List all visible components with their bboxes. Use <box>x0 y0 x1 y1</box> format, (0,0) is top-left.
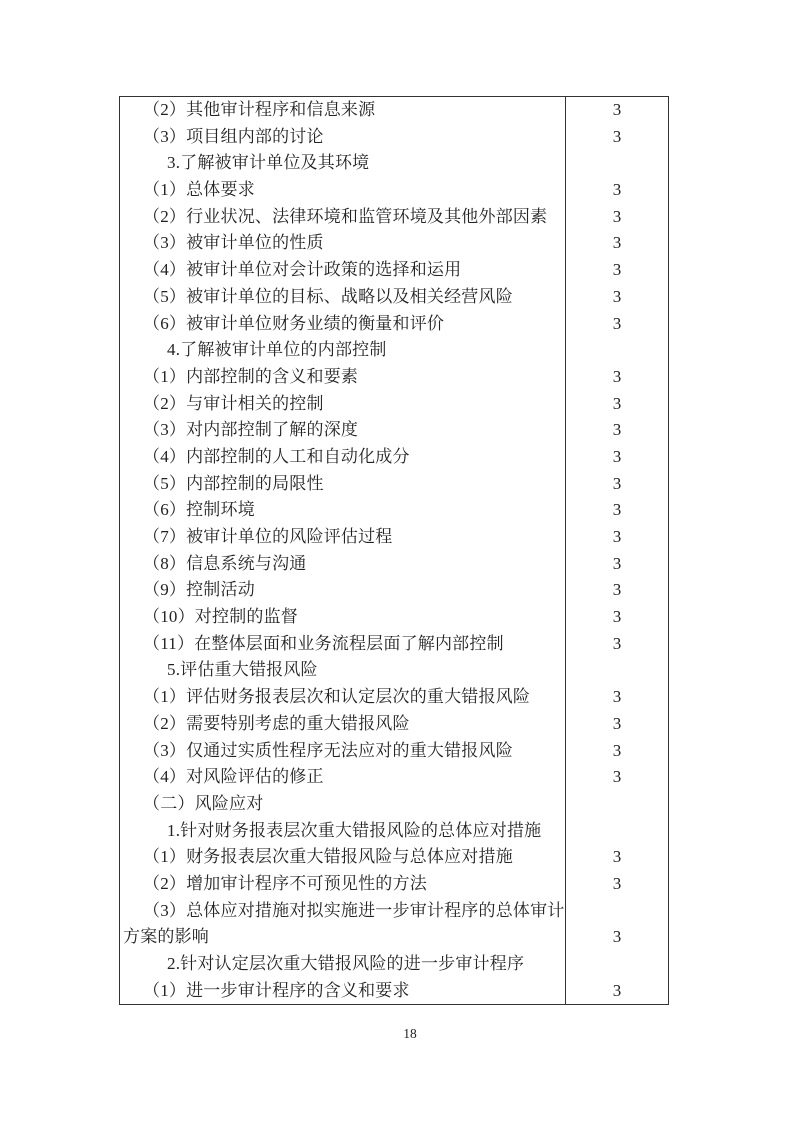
table-row <box>120 951 668 978</box>
topic-cell <box>120 204 565 231</box>
topic-cell <box>120 604 565 631</box>
topic-cell <box>120 791 565 818</box>
topic-text: （3）被审计单位的性质 <box>143 233 324 253</box>
topic-cell <box>120 551 565 578</box>
topic-cell <box>120 150 565 177</box>
score-value: 3 <box>612 420 622 440</box>
topic-cell <box>120 844 565 871</box>
topic-text: 4.了解被审计单位的内部控制 <box>167 340 387 360</box>
score-cell <box>565 524 668 551</box>
topic-cell <box>120 337 565 364</box>
topic-text: 1.针对财务报表层次重大错报风险的总体应对措施 <box>167 820 542 840</box>
table-row <box>120 684 668 711</box>
score-cell <box>565 764 668 791</box>
topic-text: （2）行业状况、法律环境和监管环境及其他外部因素 <box>143 206 548 226</box>
topic-text: （3）仅通过实质性程序无法应对的重大错报风险 <box>143 740 513 760</box>
table-row <box>120 124 668 151</box>
score-cell <box>565 204 668 231</box>
topic-text: （4）对风险评估的修正 <box>143 767 324 787</box>
score-cell <box>565 844 668 871</box>
score-value: 3 <box>612 286 622 306</box>
table-row <box>120 657 668 684</box>
score-cell <box>565 657 668 684</box>
score-cell <box>565 311 668 338</box>
table-row <box>120 444 668 471</box>
topic-text: 方案的影响 <box>123 927 209 947</box>
score-value: 3 <box>612 740 622 760</box>
topic-cell <box>120 284 565 311</box>
topic-text: （2）增加审计程序不可预见性的方法 <box>143 873 427 893</box>
topic-cell <box>120 524 565 551</box>
topic-text: （4）被审计单位对会计政策的选择和运用 <box>143 260 462 280</box>
table-row <box>120 764 668 791</box>
score-value: 3 <box>612 687 622 707</box>
topic-cell <box>120 364 565 391</box>
score-value: 3 <box>612 446 622 466</box>
score-cell <box>565 257 668 284</box>
topic-text: （9）控制活动 <box>143 580 255 600</box>
score-cell <box>565 337 668 364</box>
topic-text: （5）被审计单位的目标、战略以及相关经营风险 <box>143 286 513 306</box>
score-value: 3 <box>612 393 622 413</box>
score-value: 3 <box>612 713 622 733</box>
topic-text: （1）进一步审计程序的含义和要求 <box>143 980 410 1000</box>
topic-text: （1）总体要求 <box>143 180 255 200</box>
score-value: 3 <box>612 580 622 600</box>
topic-cell <box>120 631 565 658</box>
score-cell <box>565 738 668 765</box>
topic-text: （6）控制环境 <box>143 500 255 520</box>
score-value: 3 <box>612 847 622 867</box>
topic-cell <box>120 764 565 791</box>
score-value: 3 <box>612 633 622 653</box>
topic-cell <box>120 871 565 898</box>
score-cell <box>565 124 668 151</box>
page-number: 18 <box>403 1026 417 1041</box>
score-value: 3 <box>612 100 622 119</box>
table-row <box>120 738 668 765</box>
topic-text: （7）被审计单位的风险评估过程 <box>143 527 393 546</box>
topic-text: （2）其他审计程序和信息来源 <box>143 100 376 119</box>
topic-text: （1）内部控制的含义和要素 <box>143 366 359 386</box>
table-row <box>120 524 668 551</box>
topic-text: （8）信息系统与沟通 <box>143 553 307 573</box>
score-cell <box>565 97 668 124</box>
table-row <box>120 417 668 444</box>
table-row <box>120 978 668 1005</box>
topic-text: （11）在整体层面和业务流程层面了解内部控制 <box>143 633 504 653</box>
table-row <box>120 364 668 391</box>
syllabus-table <box>119 96 669 1005</box>
topic-cell <box>120 311 565 338</box>
score-cell <box>565 818 668 845</box>
topic-text: （2）与审计相关的控制 <box>143 393 324 413</box>
score-cell <box>565 577 668 604</box>
table-row <box>120 551 668 578</box>
table-row <box>120 577 668 604</box>
score-value: 3 <box>612 126 622 146</box>
table-row <box>120 150 668 177</box>
table-row <box>120 230 668 257</box>
topic-text: （3）对内部控制了解的深度 <box>143 420 359 440</box>
topic-cell <box>120 97 565 124</box>
topic-text: （3）总体应对措施对拟实施进一步审计程序的总体审计 <box>143 900 565 920</box>
topic-text: （1）评估财务报表层次和认定层次的重大错报风险 <box>143 687 531 707</box>
score-value: 3 <box>612 873 622 893</box>
topic-cell <box>120 898 565 951</box>
score-cell <box>565 150 668 177</box>
topic-text: 3.了解被审计单位及其环境 <box>167 153 370 173</box>
table-row <box>120 391 668 418</box>
topic-text: （10）对控制的监督 <box>143 607 298 627</box>
score-cell <box>565 497 668 524</box>
topic-cell <box>120 124 565 151</box>
topic-cell <box>120 577 565 604</box>
score-value: 3 <box>612 206 622 226</box>
score-value: 3 <box>612 927 622 947</box>
table-row <box>120 871 668 898</box>
score-cell <box>565 791 668 818</box>
topic-text: 2.针对认定层次重大错报风险的进一步审计程序 <box>167 954 525 973</box>
table-row <box>120 204 668 231</box>
table-row <box>120 311 668 338</box>
score-cell <box>565 978 668 1005</box>
table-row <box>120 844 668 871</box>
score-cell <box>565 230 668 257</box>
topic-cell <box>120 951 565 978</box>
topic-text: （3）项目组内部的讨论 <box>143 126 324 146</box>
topic-cell <box>120 657 565 684</box>
topic-cell <box>120 257 565 284</box>
topic-cell <box>120 444 565 471</box>
topic-text: （二）风险应对 <box>143 793 264 813</box>
score-value: 3 <box>612 607 622 627</box>
topic-text: 5.评估重大错报风险 <box>167 660 318 680</box>
score-cell <box>565 711 668 738</box>
score-value: 3 <box>612 980 622 1000</box>
topic-cell <box>120 978 565 1005</box>
score-value: 3 <box>612 553 622 573</box>
score-value: 3 <box>612 233 622 253</box>
table-row <box>120 284 668 311</box>
score-cell <box>565 391 668 418</box>
table-row <box>120 604 668 631</box>
score-value: 3 <box>612 500 622 520</box>
score-cell <box>565 604 668 631</box>
topic-cell <box>120 497 565 524</box>
score-cell <box>565 364 668 391</box>
table-row <box>120 497 668 524</box>
topic-cell <box>120 738 565 765</box>
score-value: 3 <box>612 767 622 787</box>
score-cell <box>565 444 668 471</box>
score-value: 3 <box>612 180 622 200</box>
score-cell <box>565 177 668 204</box>
score-cell <box>565 684 668 711</box>
score-cell <box>565 417 668 444</box>
topic-text: （6）被审计单位财务业绩的衡量和评价 <box>143 313 445 333</box>
score-cell <box>565 871 668 898</box>
score-cell <box>565 898 668 951</box>
topic-cell <box>120 230 565 257</box>
table-row <box>120 177 668 204</box>
topic-text: （1）财务报表层次重大错报风险与总体应对措施 <box>143 847 513 867</box>
topic-cell <box>120 417 565 444</box>
table-row <box>120 97 668 124</box>
topic-cell <box>120 177 565 204</box>
score-cell <box>565 471 668 498</box>
score-value: 3 <box>612 473 622 493</box>
table-row <box>120 257 668 284</box>
table-row <box>120 791 668 818</box>
topic-text: （2）需要特别考虑的重大错报风险 <box>143 713 410 733</box>
score-cell <box>565 551 668 578</box>
score-value: 3 <box>612 260 622 280</box>
topic-cell <box>120 391 565 418</box>
table-row <box>120 898 668 951</box>
score-value: 3 <box>612 313 622 333</box>
topic-cell <box>120 684 565 711</box>
score-cell <box>565 631 668 658</box>
table-row <box>120 471 668 498</box>
topic-cell <box>120 818 565 845</box>
topic-cell <box>120 711 565 738</box>
score-cell <box>565 284 668 311</box>
score-value: 3 <box>612 527 622 546</box>
table-row <box>120 818 668 845</box>
topic-text: （4）内部控制的人工和自动化成分 <box>143 446 410 466</box>
score-value: 3 <box>612 366 622 386</box>
score-cell <box>565 951 668 978</box>
table-row <box>120 711 668 738</box>
table-row <box>120 631 668 658</box>
table-row <box>120 337 668 364</box>
topic-cell <box>120 471 565 498</box>
topic-text: （5）内部控制的局限性 <box>143 473 324 493</box>
